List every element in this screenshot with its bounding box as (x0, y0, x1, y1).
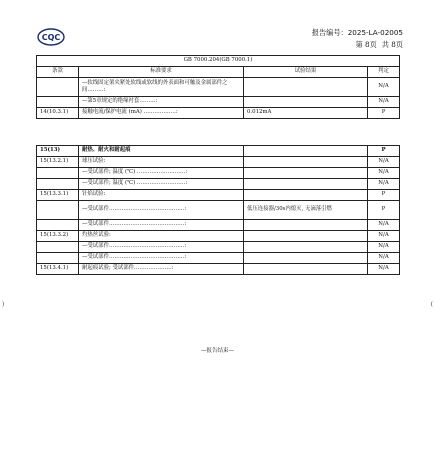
cqc-logo (37, 28, 65, 46)
cell-verdict: N/A (368, 157, 400, 168)
header-clause: 条款 (37, 67, 79, 78)
table-row (37, 78, 400, 97)
cell-requirement: 耐热、耐火和耐起痕 (79, 146, 244, 157)
table-row (37, 220, 400, 231)
cell-clause (37, 253, 79, 264)
header-result: 试验结果 (244, 67, 368, 78)
cell-requirement: —受试部件; 温度 (℃) ………………………: (79, 168, 244, 179)
cell-clause (37, 220, 79, 231)
cell-verdict: N/A (368, 220, 400, 231)
table-row (37, 242, 400, 253)
cell-result (244, 253, 368, 264)
cell-verdict: N/A (368, 97, 400, 108)
table-row (37, 97, 400, 108)
table-row (37, 201, 400, 220)
cell-requirement: —受试部件……………………………………: (79, 242, 244, 253)
cell-clause: 14(10.3.1) (37, 108, 79, 119)
table-row (37, 253, 400, 264)
cell-verdict: N/A (368, 242, 400, 253)
cell-result (244, 231, 368, 242)
table-header-row (37, 67, 400, 78)
cell-result (244, 78, 368, 97)
logo-text: CQC (41, 33, 61, 42)
right-margin-mark: ( (430, 301, 433, 308)
cell-result (244, 157, 368, 168)
cell-clause (37, 242, 79, 253)
test-table-2 (36, 145, 400, 275)
cell-clause: 15(13.3.2) (37, 231, 79, 242)
cell-result (244, 220, 368, 231)
test-table-1 (36, 55, 400, 119)
cell-result (244, 190, 368, 201)
cell-requirement: —受试部件……………………………………: (79, 253, 244, 264)
cell-verdict: N/A (368, 231, 400, 242)
table-row (37, 231, 400, 242)
cell-verdict: N/A (368, 179, 400, 190)
cell-verdict: N/A (368, 253, 400, 264)
header-requirement: 标准要求 (79, 67, 244, 78)
cell-clause: 15(13.3.1) (37, 190, 79, 201)
page-total: 共 8页 (381, 40, 403, 49)
cell-clause (37, 201, 79, 220)
cell-result (244, 242, 368, 253)
cell-clause: 15(13) (37, 146, 79, 157)
cell-verdict: P (368, 201, 400, 220)
table-row (37, 157, 400, 168)
cell-clause (37, 168, 79, 179)
cell-verdict: N/A (368, 168, 400, 179)
cell-clause: 15(13.2.1) (37, 157, 79, 168)
cell-result (244, 264, 368, 275)
cell-clause (37, 179, 79, 190)
cell-verdict: N/A (368, 264, 400, 275)
cell-requirement: —第5章规定的绝缘衬套………: (79, 97, 244, 108)
cell-requirement: —软线固定架夹紧处软线或软线的外表面和可触及金属部件之间………: (79, 78, 244, 97)
standard-title: GB 7000.204(GB 7000.1) (37, 56, 400, 67)
cell-clause (37, 78, 79, 97)
cell-result: 0.012mA (244, 108, 368, 119)
cell-requirement: 灼热丝试验: (79, 231, 244, 242)
table-row (37, 108, 400, 119)
cell-verdict: N/A (368, 78, 400, 97)
table-row (37, 190, 400, 201)
page-current: 第 8页 (355, 40, 377, 49)
report-end: —报告结束— (200, 348, 234, 354)
page-number (351, 40, 403, 50)
left-margin-mark: ) (2, 301, 5, 308)
cell-requirement: —受试部件; 温度 (℃) ………………………: (79, 179, 244, 190)
cell-requirement: 针焰试验: (79, 190, 244, 201)
cell-requirement: 球压试验: (79, 157, 244, 168)
cell-result: 低压连接器/30s内熄灭, 无滴落引燃 (244, 201, 368, 220)
cell-requirement: 耐起痕试验; 受试部件…………………: (79, 264, 244, 275)
cell-result (244, 97, 368, 108)
report-number: 报告编号：2025-LA-02005 (311, 28, 403, 37)
table-row (37, 168, 400, 179)
header-verdict: 判定 (368, 67, 400, 78)
table-row (37, 146, 400, 157)
cell-requirement: —受试部件……………………………………: (79, 201, 244, 220)
table-row (37, 179, 400, 190)
cell-requirement: 接触电流/保护电流 (mA) ………………: (79, 108, 244, 119)
cell-result (244, 146, 368, 157)
cell-requirement: —受试部件……………………………………: (79, 220, 244, 231)
cell-result (244, 179, 368, 190)
cell-result (244, 168, 368, 179)
cell-verdict: P (368, 146, 400, 157)
cell-clause (37, 97, 79, 108)
cell-clause: 15(13.4.1) (37, 264, 79, 275)
cell-verdict: P (368, 108, 400, 119)
table-row (37, 264, 400, 275)
cell-verdict: P (368, 190, 400, 201)
